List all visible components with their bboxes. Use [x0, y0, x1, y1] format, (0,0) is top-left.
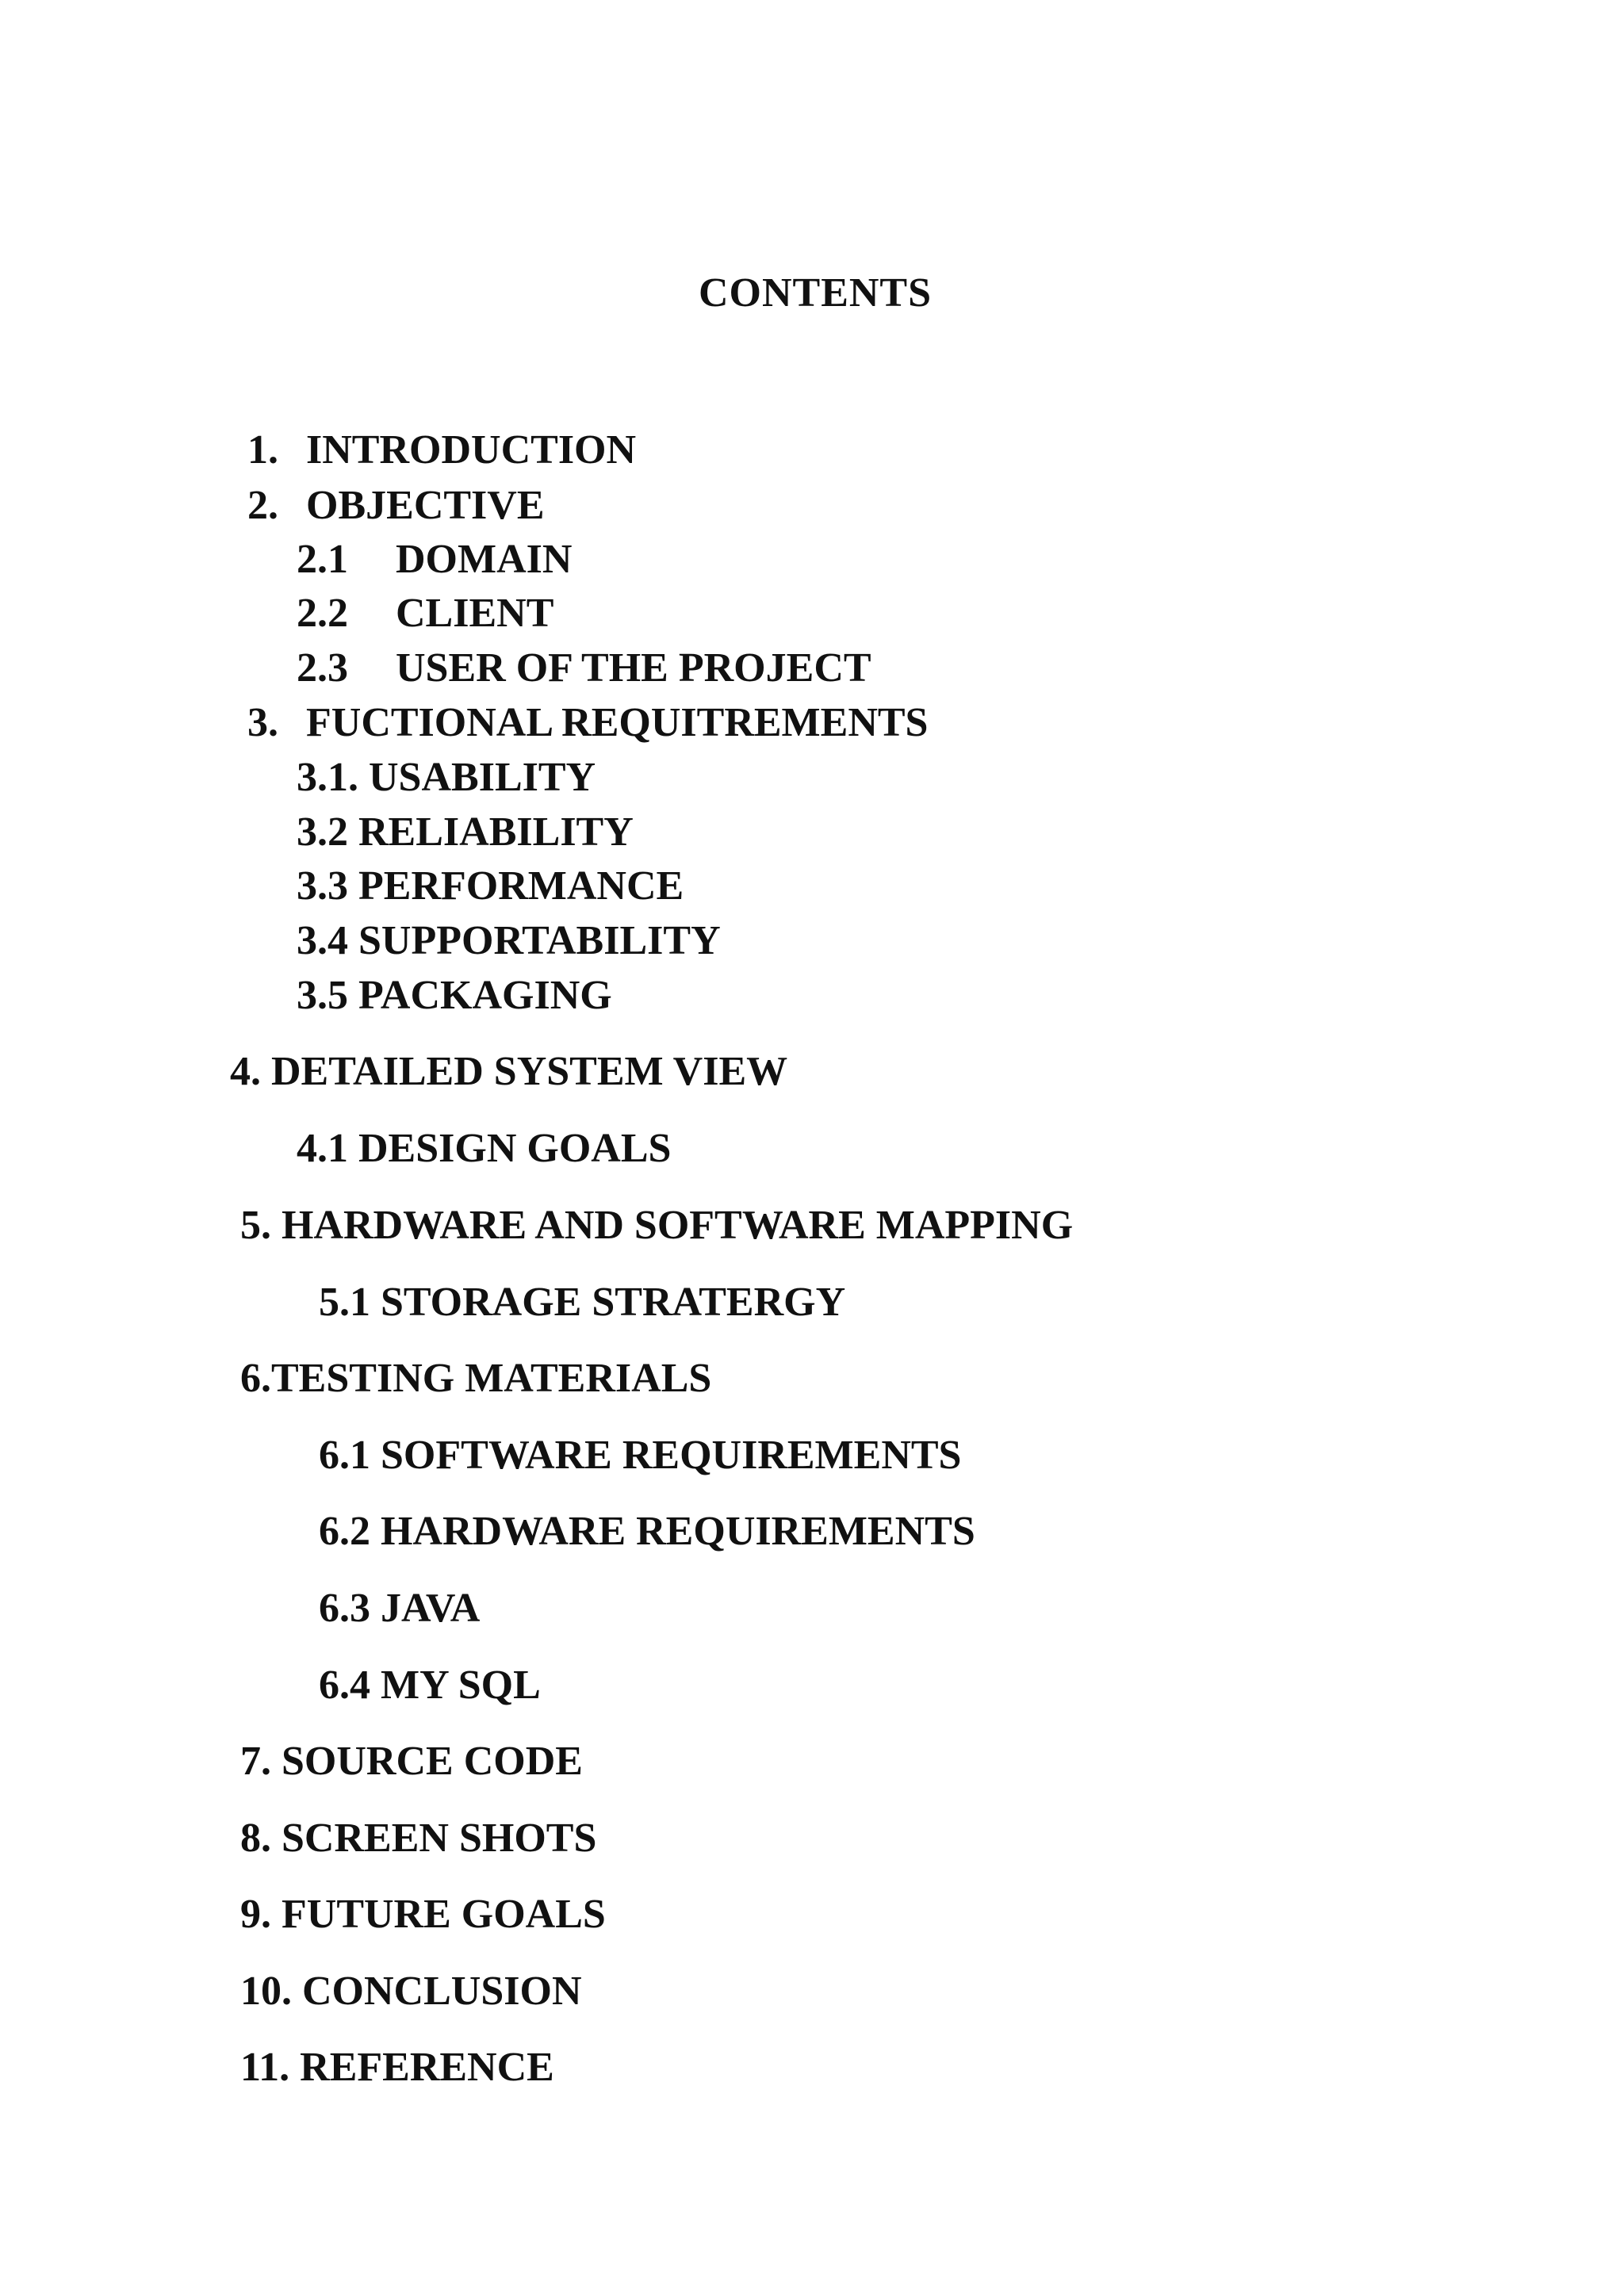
toc-entry	[240, 1741, 583, 1782]
toc-entry-title: FUTURE GOALS	[282, 1892, 606, 1937]
toc-entry-title: DETAILED SYSTEM VIEW	[271, 1049, 788, 1094]
toc-entry	[247, 702, 928, 744]
toc-entry	[297, 975, 612, 1016]
toc-entry-number: 8.	[240, 1816, 271, 1861]
toc-entry-title: INTRODUCTION	[306, 427, 637, 473]
toc-entry-number: 5.1	[319, 1280, 370, 1325]
toc-entry-title: DESIGN GOALS	[358, 1126, 672, 1171]
toc-entry-title: FUCTIONAL REQUITREMENTS	[306, 700, 929, 745]
toc-entry-title: SOFTWARE REQUIREMENTS	[381, 1433, 962, 1478]
toc-entry-title: CONCLUSION	[302, 1969, 582, 2014]
toc-entry-title: HARDWARE REQUIREMENTS	[381, 1509, 975, 1554]
toc-entry-title: USER OF THE PROJECT	[396, 645, 871, 691]
toc-entry-title: MY SQL	[381, 1663, 541, 1708]
toc-entry-number: 3.1.	[297, 755, 358, 800]
toc-entry-number: 2.3	[297, 645, 348, 691]
toc-entry-title: HARDWARE AND SOFTWARE MAPPING	[282, 1203, 1074, 1248]
toc-entry	[319, 1511, 975, 1552]
toc-entry	[230, 1051, 787, 1093]
toc-entry-number: 3.3	[297, 863, 348, 909]
toc-entry-number: 10.	[240, 1969, 292, 2014]
toc-entry	[240, 1205, 1073, 1246]
toc-entry	[247, 485, 545, 526]
toc-entry-title: SOURCE CODE	[282, 1739, 583, 1784]
toc-entry-number: 4.	[230, 1049, 261, 1094]
toc-entry-title: PERFORMANCE	[358, 863, 684, 909]
toc-entry-title: RELIABILITY	[358, 809, 634, 855]
toc-entry	[297, 645, 871, 691]
toc-entry-number: 2.1	[297, 537, 348, 582]
toc-entry-title: SUPPORTABILITY	[358, 918, 721, 963]
toc-entry-number: 4.1	[297, 1126, 348, 1171]
toc-entry-number: 9.	[240, 1892, 271, 1937]
toc-entry-title: DOMAIN	[396, 537, 573, 582]
toc-entry-title: TESTING MATERIALS	[271, 1356, 712, 1401]
toc-entry	[247, 427, 637, 473]
toc-entry-number: 3.4	[297, 918, 348, 963]
toc-entry	[319, 1282, 845, 1323]
toc-entry-number: 6.1	[319, 1433, 370, 1478]
toc-entry-title: STORAGE STRATERGY	[381, 1280, 846, 1325]
toc-entry	[240, 1818, 596, 1859]
toc-entry-number: 6.3	[319, 1586, 370, 1631]
toc-entry	[319, 1435, 961, 1476]
toc-entry-number: 11.	[240, 2045, 290, 2090]
page-title: CONTENTS	[698, 270, 933, 316]
toc-entry-title: SCREEN SHOTS	[282, 1816, 597, 1861]
toc-entry-title: REFERENCE	[300, 2045, 554, 2090]
toc-entry	[240, 1358, 711, 1399]
toc-entry-number: 3.5	[297, 973, 348, 1018]
toc-entry-number: 6.2	[319, 1509, 370, 1554]
toc-entry-number: 7.	[240, 1739, 271, 1784]
toc-entry-number: 3.	[247, 700, 278, 745]
toc-entry	[319, 1588, 480, 1629]
toc-entry	[297, 593, 553, 634]
toc-entry	[297, 920, 721, 962]
toc-entry	[240, 2047, 554, 2088]
toc-entry-title: PACKAGING	[358, 973, 612, 1018]
toc-entry	[297, 1128, 671, 1169]
toc-entry	[297, 757, 596, 798]
toc-entry-number: 6.	[240, 1356, 271, 1401]
toc-entry	[240, 1894, 606, 1935]
toc-entry	[297, 809, 634, 855]
toc-entry-number: 5.	[240, 1203, 271, 1248]
toc-entry-title: USABILITY	[369, 755, 596, 800]
toc-entry-number: 2.	[247, 483, 278, 528]
toc-entry-number: 1.	[247, 427, 278, 473]
toc-entry-number: 2.2	[297, 591, 348, 636]
toc-entry-number: 6.4	[319, 1663, 370, 1708]
toc-entry	[297, 539, 572, 580]
toc-entry-number: 3.2	[297, 809, 348, 855]
toc-entry-title: CLIENT	[396, 591, 554, 636]
toc-entry	[297, 863, 684, 909]
toc-entry	[240, 1971, 582, 2012]
toc-entry-title: OBJECTIVE	[306, 483, 545, 528]
toc-entry	[319, 1665, 541, 1706]
toc-entry-title: JAVA	[381, 1586, 481, 1631]
